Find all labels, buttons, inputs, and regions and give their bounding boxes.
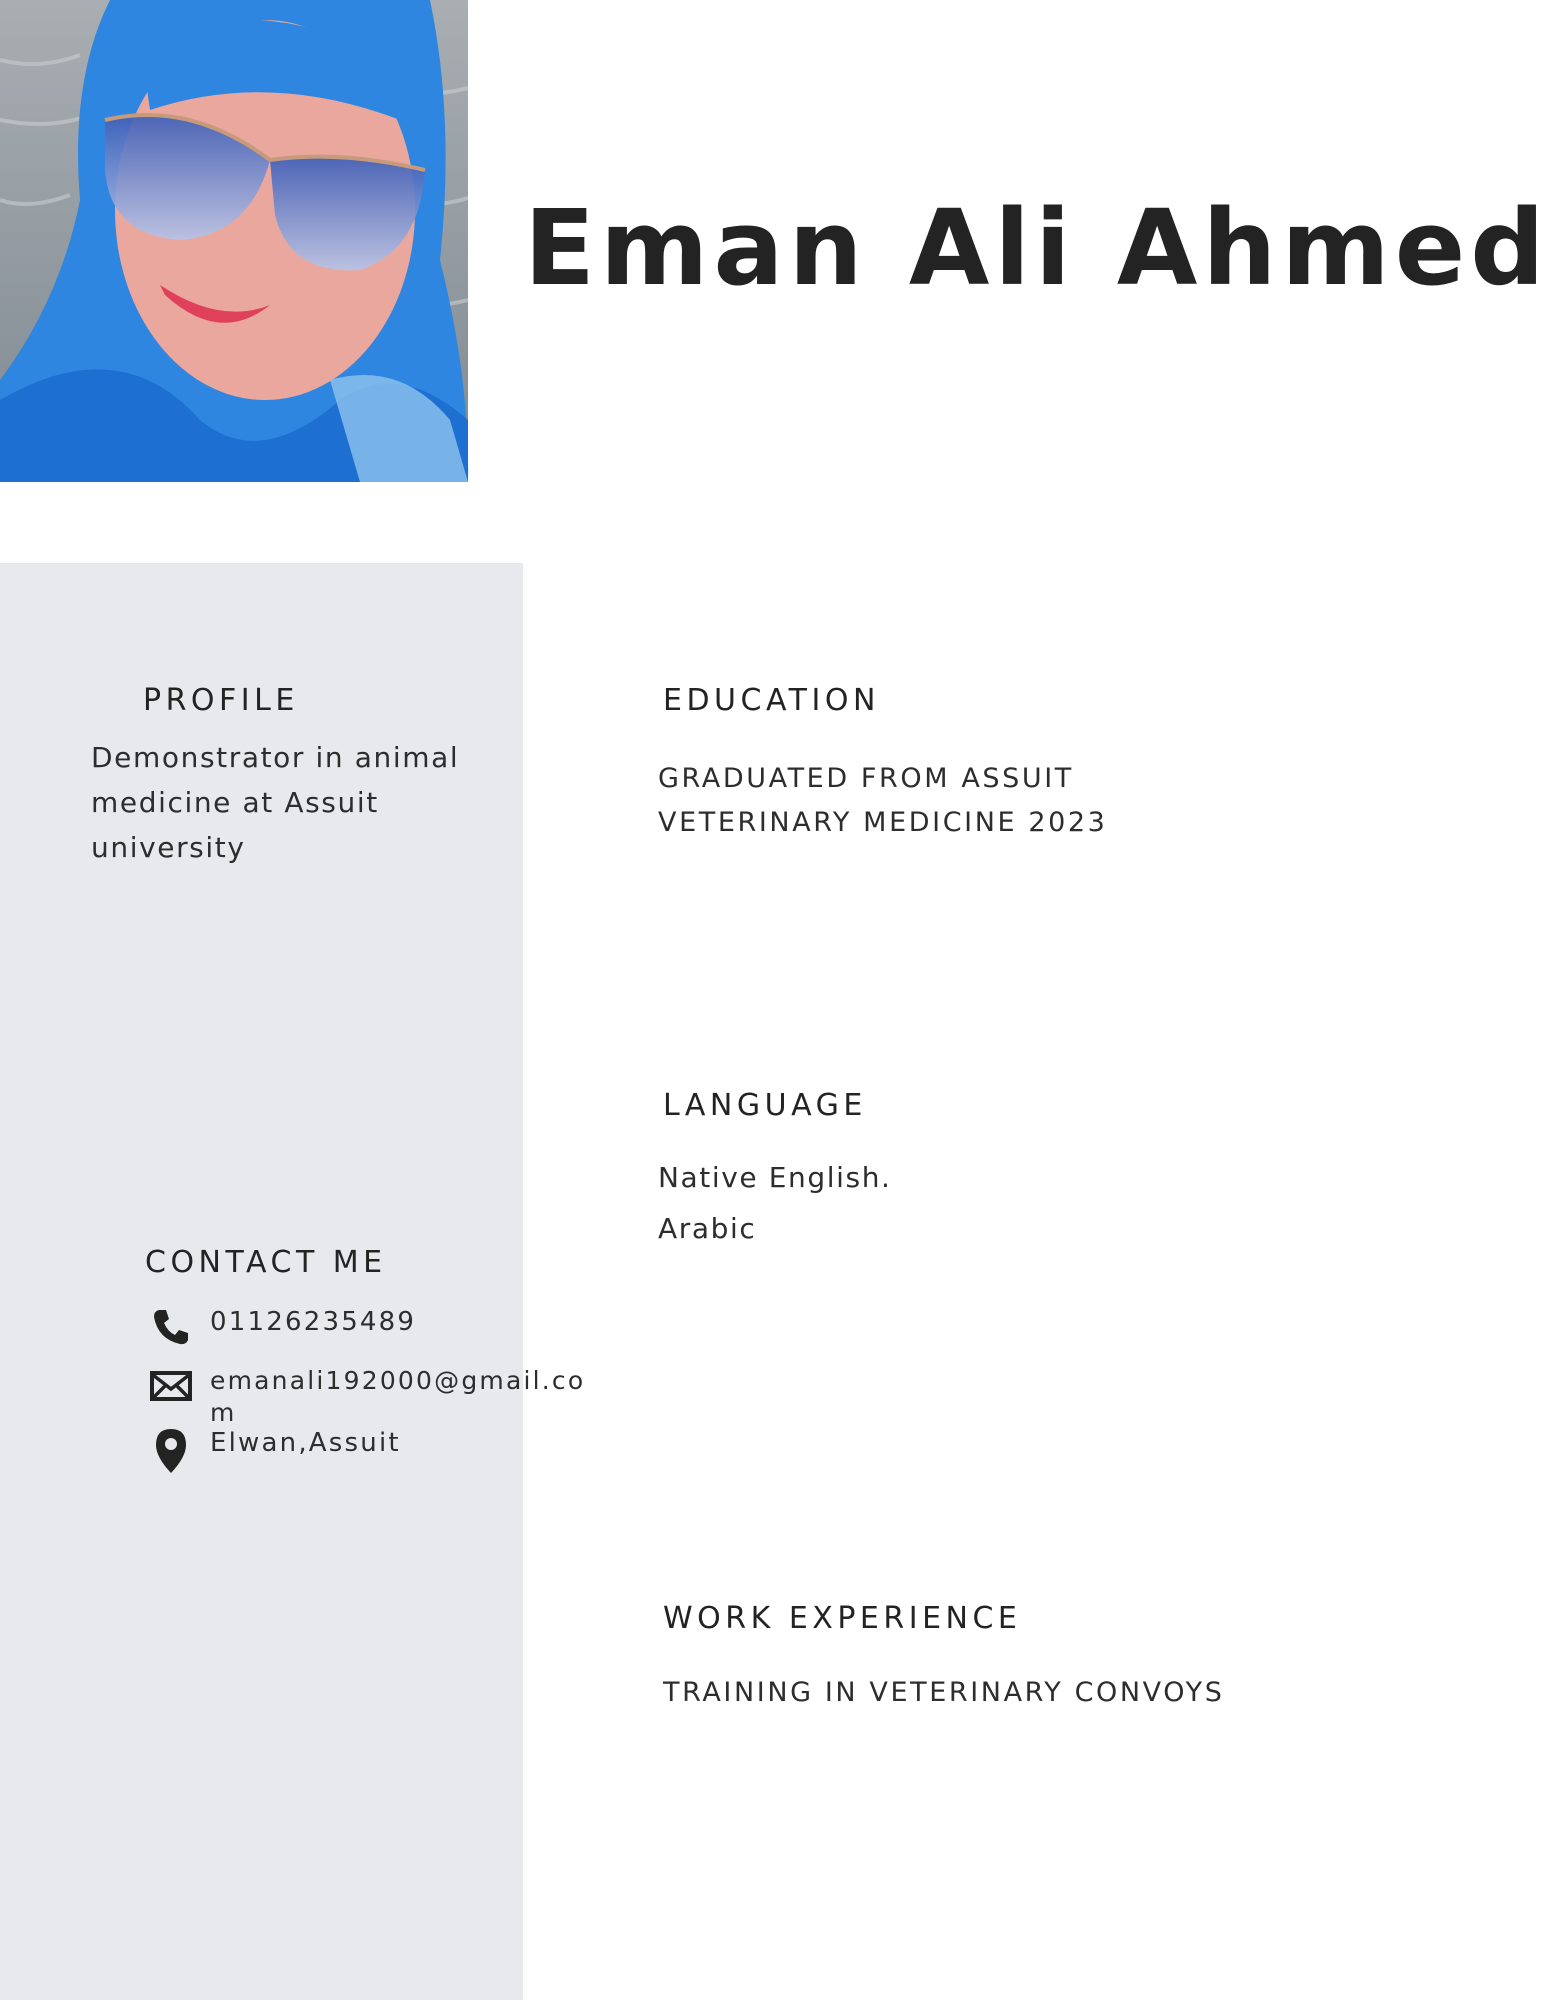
education-line: GRADUATED FROM ASSUIT xyxy=(658,763,1074,794)
contact-email xyxy=(150,1365,585,1429)
phone-number: 01126235489 xyxy=(210,1307,417,1337)
sidebar xyxy=(0,563,523,2000)
profile-line: Demonstrator in animal xyxy=(91,741,460,774)
candidate-name: Eman Ali Ahmed xyxy=(524,187,1550,309)
education-line: VETERINARY MEDICINE 2023 xyxy=(658,807,1108,838)
work-item: TRAINING IN VETERINARY CONVOYS xyxy=(663,1677,1225,1708)
profile-heading: PROFILE xyxy=(143,683,299,718)
profile-line: medicine at Assuit xyxy=(91,786,379,819)
email-line: emanali192000@gmail.co xyxy=(210,1366,586,1395)
language-item: Native English. xyxy=(658,1161,892,1194)
phone-icon xyxy=(150,1306,192,1348)
email-line: m xyxy=(210,1398,237,1427)
profile-photo xyxy=(0,0,468,482)
contact-heading: CONTACT ME xyxy=(145,1245,387,1280)
language-heading: LANGUAGE xyxy=(663,1088,867,1123)
language-item: Arabic xyxy=(658,1212,757,1245)
contact-phone xyxy=(150,1306,416,1348)
profile-line: university xyxy=(91,831,246,864)
work-heading: WORK EXPERIENCE xyxy=(663,1601,1022,1636)
location-pin-icon xyxy=(150,1427,192,1469)
contact-address xyxy=(150,1427,401,1469)
email-address xyxy=(210,1365,585,1429)
address-text: Elwan,Assuit xyxy=(210,1428,401,1458)
education-heading: EDUCATION xyxy=(663,683,880,718)
mail-icon xyxy=(150,1365,192,1407)
